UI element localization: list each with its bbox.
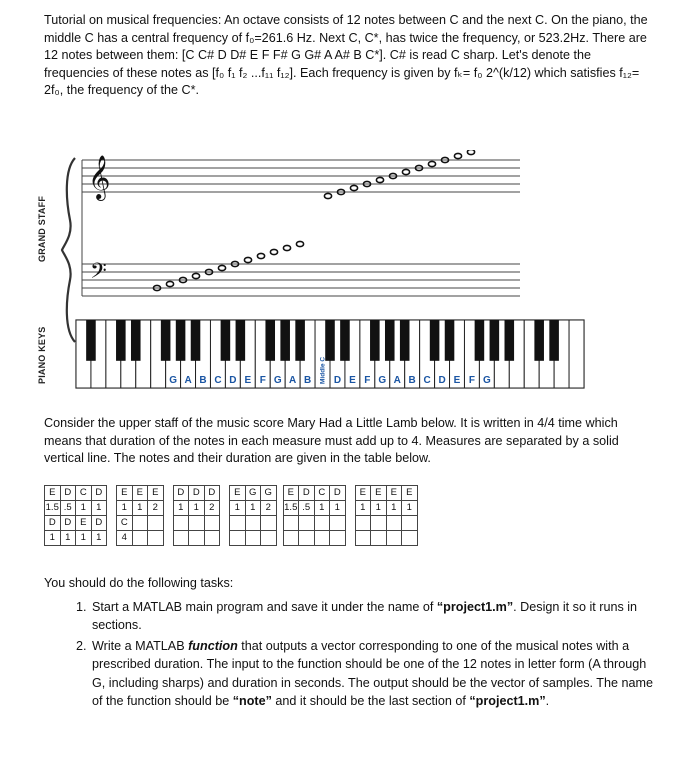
task-item-2: 2. Write a MATLAB function that outputs a vector corresponding to one of the musical notes with a prescribed duration. The input to the function should be one of the 12 notes in letter form (A through G, including sharps) and duration in seconds. The output should be the vector of samples. The name of the function should be “note” and it should be the last section of “project1.m”. [90,637,656,711]
table-cell: D [91,516,107,531]
table-cell: C [76,486,92,501]
table-cell [386,531,402,546]
key-letter: B [303,375,312,386]
table-cell: D [204,486,220,501]
table-cell: E [76,516,92,531]
task-item-1: 1. Start a MATLAB main program and save it under the name of “project1.m”. Design it so it runs in sections. [90,598,656,635]
table-cell [261,516,277,531]
black-key [430,320,440,361]
table-cell [261,531,277,546]
table-cell [283,531,299,546]
table-cell [386,516,402,531]
table-cell [132,516,148,531]
table-cell: D [91,486,107,501]
table-cell: 1 [117,501,133,516]
tasks-list [44,598,656,710]
black-key [161,320,171,361]
table-cell: .5 [299,501,315,516]
table-cell: 1 [189,501,205,516]
key-letter: D [229,375,237,386]
black-key [549,320,559,361]
table-cell: D [330,486,346,501]
song-paragraph: Consider the upper staff of the music score Mary Had a Little Lamb below. It is written in 4/4 time which means that duration of the notes in each measure must add up to 4. Measures are separated by a solid vertical line. The notes and their duration are given in the table below. [44,416,619,466]
table-cell: 2 [204,501,220,516]
table-cell: D [60,516,76,531]
table-cell [189,516,205,531]
bass-notes [153,241,303,290]
table-cell: 1 [371,501,387,516]
table-cell: E [371,486,387,501]
table-cell: 1 [245,501,261,516]
key-letter: G [378,375,387,386]
table-cell: 1 [91,531,107,546]
table-cell: E [148,486,164,501]
table-cell: 1 [314,501,330,516]
key-letter: B [199,375,207,386]
table-cell: C [314,486,330,501]
intro-paragraph: Tutorial on musical frequencies: An octave consists of 12 notes between C and the next C. On the piano, the middle C has a central frequency of f₀=261.6 Hz. Next C, C*, has twice the frequency, or 523.2Hz. There are 12 notes between them: [C C# D D# E F F# G G# A A# B C*]. C# is read C sharp. Let's denote the frequencies of these notes as [f₀ f₁ f₂ ...f₁₁ f₁₂]. Each frequency is given by fₖ= f₀ 2^(k/12) which satisfies f₁₂= 2f₀, the frequency of the C*. [44,13,648,98]
white-key [569,320,584,388]
table-cell [204,531,220,546]
table-cell: E [386,486,402,501]
table-cell [402,516,418,531]
black-key [221,320,231,361]
table-cell: 2 [148,501,164,516]
black-key [385,320,395,361]
table-cell: 1 [91,501,107,516]
table-cell: E [402,486,418,501]
key-letter: G [273,375,282,386]
black-key [176,320,186,361]
table-cell [314,516,330,531]
table-cell [314,531,330,546]
table-cell: 1 [173,501,189,516]
table-cell: 2 [261,501,277,516]
table-row [45,501,418,516]
black-key [490,320,500,361]
table-cell: C [117,516,133,531]
table-cell [402,531,418,546]
table-cell [371,516,387,531]
table-cell: 1.5 [283,501,299,516]
grand-staff-figure [60,150,600,400]
piano-keyboard [76,320,584,388]
key-letter: E [453,375,461,386]
treble-staff [82,160,520,192]
bass-staff [82,264,520,296]
table-cell [230,516,246,531]
black-key [265,320,275,361]
key-letter: F [468,375,475,386]
table-cell: D [45,516,61,531]
table-cell: 1 [45,531,61,546]
notes-table [44,485,418,546]
table-cell: 1 [230,501,246,516]
table-cell [173,531,189,546]
table-cell [299,516,315,531]
table-cell: E [132,486,148,501]
table-row [45,486,418,501]
table-cell [204,516,220,531]
treble-clef-icon: 𝄞 [88,157,111,199]
black-key [370,320,380,361]
table-cell: D [60,486,76,501]
table-cell [230,531,246,546]
tasks-heading: You should do the following tasks: [44,576,234,590]
black-key [280,320,290,361]
key-letter: A [289,375,297,386]
black-key [86,320,96,361]
key-letter: E [349,375,356,386]
black-key [295,320,305,361]
black-key [131,320,141,361]
bass-clef-icon: 𝄢 [90,258,107,288]
table-cell: 1 [355,501,371,516]
table-cell [148,531,164,546]
key-letter: B [408,375,416,386]
key-letter: C [214,375,222,386]
table-cell: 1 [132,501,148,516]
black-key [340,320,350,361]
black-key [505,320,515,361]
table-cell: E [283,486,299,501]
key-letter: G [169,375,178,386]
key-letter: A [393,375,401,386]
table-cell: .5 [60,501,76,516]
table-cell [245,531,261,546]
table-cell: 1 [76,531,92,546]
table-cell: 1 [76,501,92,516]
black-key [400,320,410,361]
key-letter: C [423,375,431,386]
black-key [445,320,455,361]
table-cell: G [245,486,261,501]
table-cell [299,531,315,546]
tasks-section [44,574,656,712]
table-row [45,516,418,531]
table-cell: G [261,486,277,501]
key-letter: D [333,375,342,386]
table-cell: E [355,486,371,501]
table-cell [283,516,299,531]
table-cell [132,531,148,546]
table-cell [330,516,346,531]
piano-keys-label: PIANO KEYS [37,326,47,384]
table-cell: E [117,486,133,501]
table-cell: 4 [117,531,133,546]
black-key [475,320,485,361]
key-letter: F [259,375,266,386]
table-cell [189,531,205,546]
table-cell: 1 [330,501,346,516]
table-cell: 1 [402,501,418,516]
table-cell [148,516,164,531]
table-cell: 1 [386,501,402,516]
table-cell [371,531,387,546]
treble-notes [324,150,474,199]
table-cell: D [189,486,205,501]
table-cell [355,516,371,531]
table-cell [173,516,189,531]
black-key [236,320,246,361]
table-cell [245,516,261,531]
key-letter: G [482,375,491,386]
table-cell [355,531,371,546]
black-key [191,320,201,361]
black-key [325,320,335,361]
key-letter: D [438,375,446,386]
black-key [534,320,544,361]
key-letter: E [244,375,252,386]
middle-c-label: Middle C [319,356,327,384]
grand-staff-label: GRAND STAFF [37,195,47,262]
table-cell: 1 [60,531,76,546]
table-row [45,531,418,546]
table-cell [330,531,346,546]
table-cell: 1.5 [45,501,61,516]
key-letter: A [184,375,192,386]
table-cell: D [173,486,189,501]
table-cell: E [230,486,246,501]
black-key [116,320,126,361]
table-cell: D [299,486,315,501]
table-cell: E [45,486,61,501]
key-letter: F [364,375,371,386]
brace-shape [62,158,75,342]
